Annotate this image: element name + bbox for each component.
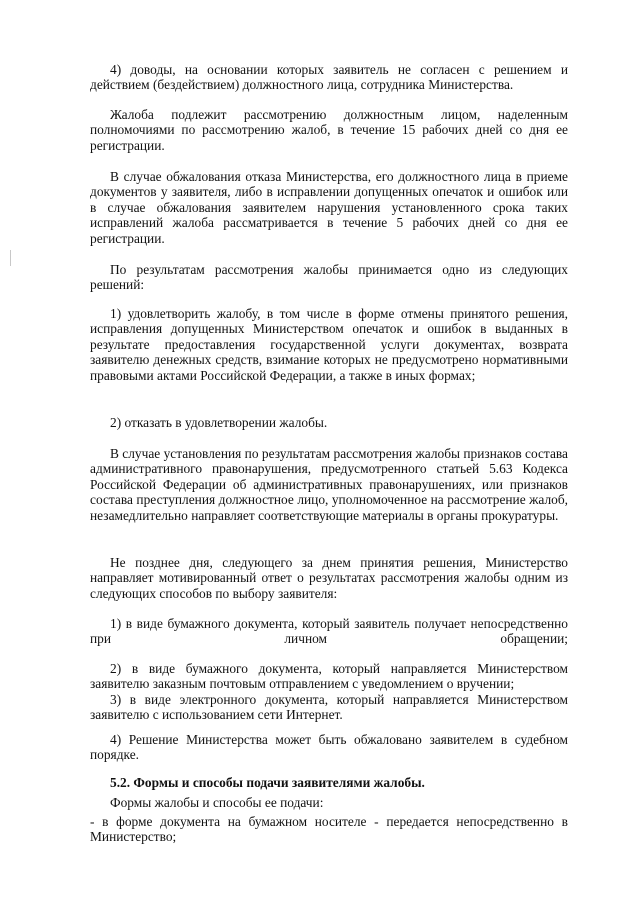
paragraph-forms-intro: Формы жалобы и способы ее подачи: (110, 795, 324, 810)
margin-mark (10, 250, 11, 266)
paragraph-response-electronic: 3) в виде электронного документа, который направляется Министерством заявителю с использованием сети Интернет. (90, 692, 568, 723)
paragraph-decision-refuse: 2) отказать в удовлетворении жалобы. (110, 415, 328, 430)
paragraph-forms-item-paper: - в форме документа на бумажном носителе - передается непосредственно в Министерство; (90, 814, 568, 845)
paragraph-court-appeal: 4) Решение Министерства может быть обжаловано заявителем в судебном порядке. (90, 732, 568, 763)
paragraph-refusal-appeal: В случае обжалования отказа Министерства, его должностного лица в приеме документов у заявителя, либо в исправлении допущенных опечаток и ошибок или в случае обжалования заявителем нарушения установленного срока таких исправлений жалоба рассматривается в течение 5 рабочих дней со дня ее регистрации. (90, 169, 568, 246)
paragraph-review-period: Жалоба подлежит рассмотрению должностным лицом, наделенным полномочиями по рассмотрению жалоб, в течение 15 рабочих дней со дня ее регистрации. (90, 107, 568, 153)
section-heading: 5.2. Формы и способы подачи заявителями жалобы. (110, 775, 425, 790)
paragraph-response: Не позднее дня, следующего за днем принятия решения, Министерство направляет мотивированный ответ о результатах рассмотрения жалобы одним из следующих способов по выбору заявителя: (90, 555, 568, 601)
paragraph-response-paper-personal: 1) в виде бумажного документа, который заявитель получает непосредственно при личном обращении; (90, 616, 568, 647)
paragraph-arguments: 4) доводы, на основании которых заявитель не согласен с решением и действием (бездействием) должностного лица, сотрудника Министерства. (90, 62, 568, 93)
paragraph-response-paper-mail: 2) в виде бумажного документа, который направляется Министерством заявителю заказным почтовым отправлением с уведомлением о вручении; (90, 661, 568, 692)
paragraph-decisions-intro: По результатам рассмотрения жалобы принимается одно из следующих решений: (90, 262, 568, 293)
paragraph-decision-satisfy: 1) удовлетворить жалобу, в том числе в форме отмены принятого решения, исправления допущенных Министерством опечаток и ошибок в выданных в результате предоставления государственной услуги документах, возврата заявителю денежных средств, взимание которых не предусмотрено нормативными правовыми актами Российской Федерации, а также в иных формах; (90, 306, 568, 383)
paragraph-offense: В случае установления по результатам рассмотрения жалобы признаков состава административного правонарушения, предусмотренного статьей 5.63 Кодекса Российской Федерации об административных правонарушениях, или признаков состава преступления должностное лицо, уполномоченное на рассмотрение жалоб, незамедлительно направляет соответствующие материалы в органы прокуратуры. (90, 446, 568, 523)
